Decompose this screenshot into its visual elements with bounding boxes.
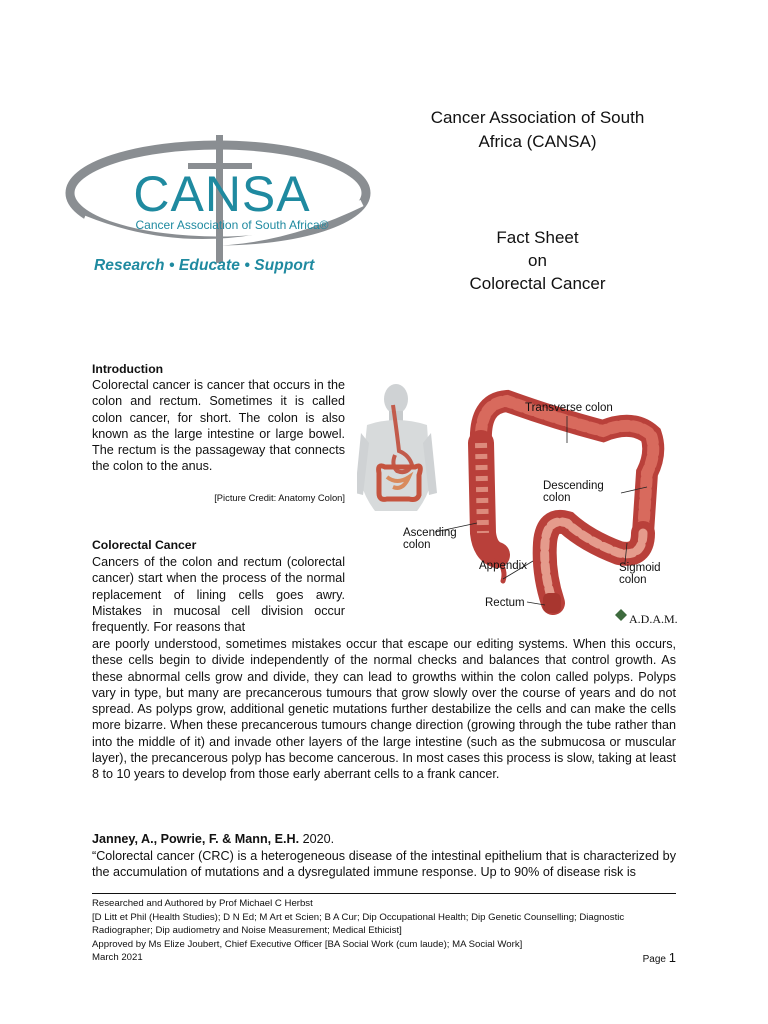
picture-credit: [Picture Credit: Anatomy Colon] [214, 492, 345, 503]
document-title-line2: on [528, 251, 547, 270]
label-ascending-colon-line2: colon [403, 539, 431, 551]
page-number-value: 1 [668, 950, 676, 965]
footer-date: March 2021 [92, 952, 143, 963]
footer-qualifications: [D Litt et Phil (Health Studies); D N Ed; M Art et Scien; B A Cur; Dip Occupational Health; Dip Genetic Counselling; Diagnostic Radiographer; Dip audiometry and Noise Measurement; Medical Ethicist] [92, 911, 625, 936]
body-silhouette-figure [357, 384, 437, 511]
label-transverse-colon: Transverse colon [525, 402, 613, 414]
colorectal-cancer-body-wide: are poorly understood, sometimes mistakes occur that escape our editing systems. When this occurs, these cells begin to divide independently of the normal checks and balances that control growth. As these abnormal cells grow and divide, they can lead to growths within the colon called polyps. Polyps vary in type, but many are precancerous tumours that grow slowly over the course of years and do not spread. As polyps grow, additional genetic mutations further destabilize the cells and can make the cells more bizarre. When these precancerous tumours change direction (growing through the tube rather than into the middle of it) and invade other layers of the large intestine (such as the submucosa or muscular layer), the precancerous polyp has become cancerous. In most cases this process is slow, taking at least 8 to 10 years to develop from those early aberrant cells to a frank cancer. [92, 637, 676, 782]
citation-year: 2020. [299, 832, 335, 846]
label-appendix: Appendix [479, 560, 527, 572]
footer-author: Researched and Authored by Prof Michael C Herbst [92, 898, 313, 909]
logo-text-subtitle: Cancer Association of South Africa® [135, 218, 329, 232]
document-title [440, 226, 635, 295]
adam-brand-mark: A.D.A.M. [629, 612, 678, 626]
label-sigmoid-colon-line1: Sigmoid [619, 562, 661, 574]
logo-tagline: Research • Educate • Support [94, 257, 315, 274]
introduction-body: Colorectal cancer is cancer that occurs in the colon and rectum. Sometimes it is called colon cancer, for short. The colon is also known as the large intestine or large bowel. The rectum is the passageway that connects the colon to the anus. [92, 378, 345, 474]
organisation-title-line1: Cancer Association of South [430, 108, 645, 127]
citation-line [92, 831, 676, 847]
label-sigmoid-colon-line2: colon [619, 574, 647, 586]
introduction-heading: Introduction [92, 362, 164, 376]
footer-approval: Approved by Ms Elize Joubert, Chief Executive Officer [BA Social Work (cum laude); MA Social Work] [92, 938, 523, 950]
document-title-line1: Fact Sheet [496, 228, 579, 247]
organisation-title-line2: Africa (CANSA) [478, 132, 597, 151]
citation-authors: Janney, A., Powrie, F. & Mann, E.H. [92, 832, 300, 846]
document-title-line3: Colorectal Cancer [469, 274, 606, 293]
footer-divider [92, 893, 676, 894]
colorectal-cancer-heading: Colorectal Cancer [92, 538, 197, 552]
label-descending-colon-line2: colon [543, 492, 571, 504]
footer [92, 897, 676, 965]
citation-quote: “Colorectal cancer (CRC) is a heterogeneous disease of the intestinal epithelium that is characterized by the accumulation of mutations and a dysregulated immune response. Up to 90% of disease risk is [92, 849, 676, 880]
label-rectum: Rectum [485, 597, 525, 609]
organisation-title [405, 106, 670, 154]
colon-anatomy-illustration [357, 383, 687, 628]
adam-leaf-icon [615, 609, 627, 621]
page-label: Page [642, 954, 669, 965]
page-number [643, 950, 676, 965]
label-ascending-colon-line1: Ascending [403, 527, 457, 539]
logo-text-cansa: CANSA [133, 166, 311, 222]
label-descending-colon-line1: Descending [543, 480, 604, 492]
colorectal-cancer-body-narrow: Cancers of the colon and rectum (colorectal cancer) start when the process of the normal replacement of lining cells goes awry. Mistakes in mucosal cell division occur frequently. For reasons that [92, 555, 345, 635]
